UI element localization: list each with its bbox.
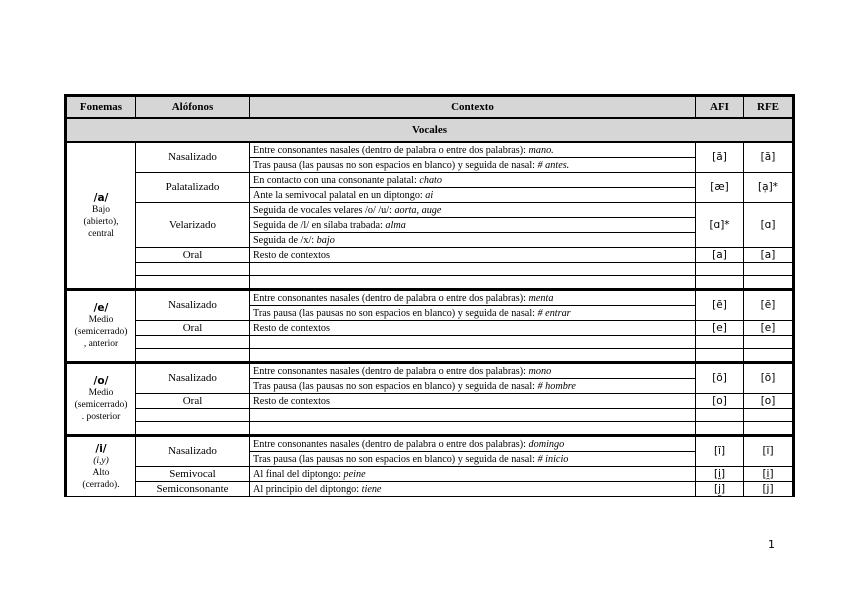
afi-value: [ẽ] bbox=[696, 290, 744, 321]
rfe-value: [i̯] bbox=[744, 467, 794, 482]
rfe-value: [ẽ] bbox=[744, 290, 794, 321]
afi-value: [ã] bbox=[696, 142, 744, 173]
phoneme-symbol: /a/ bbox=[93, 191, 109, 204]
phoneme-e-cell bbox=[66, 290, 136, 363]
empty-row bbox=[66, 263, 794, 276]
afi-value: [j̰] bbox=[696, 482, 744, 497]
context-text: Seguida de /l/ en sílaba trabada: alma bbox=[250, 218, 696, 233]
afi-value: [a] bbox=[696, 248, 744, 263]
context-text: Seguida de vocales velares /o/ /u/: aorta, auge bbox=[250, 203, 696, 218]
vowel-allophone-table bbox=[64, 94, 795, 497]
header-alofonos: Alófonos bbox=[136, 96, 250, 119]
context-text: Entre consonantes nasales (dentro de palabra o entre dos palabras): mano. bbox=[250, 142, 696, 158]
allophone-label: Nasalizado bbox=[136, 142, 250, 173]
empty-row bbox=[66, 422, 794, 436]
table-row bbox=[66, 321, 794, 336]
allophone-label: Semiconsonante bbox=[136, 482, 250, 497]
context-text: Ante la semivocal palatal en un diptongo: ai bbox=[250, 188, 696, 203]
phoneme-table-sheet bbox=[64, 94, 792, 497]
header-row bbox=[66, 96, 794, 119]
table-row bbox=[66, 248, 794, 263]
rfe-value: [õ] bbox=[744, 363, 794, 394]
context-text: Seguida de /x/: bajo bbox=[250, 233, 696, 248]
phoneme-desc: (cerrado). bbox=[82, 479, 120, 490]
phoneme-o-cell bbox=[66, 363, 136, 436]
allophone-label: Nasalizado bbox=[136, 363, 250, 394]
header-rfe: RFE bbox=[744, 96, 794, 119]
context-text: Resto de contextos bbox=[250, 394, 696, 409]
page-number: 1 bbox=[768, 538, 775, 551]
header-afi: AFI bbox=[696, 96, 744, 119]
section-title: Vocales bbox=[66, 118, 794, 142]
empty-row bbox=[66, 276, 794, 290]
rfe-value: [e] bbox=[744, 321, 794, 336]
phoneme-desc: Medio bbox=[88, 388, 114, 398]
table-row bbox=[66, 173, 794, 188]
table-row bbox=[66, 203, 794, 218]
rfe-value: [ã] bbox=[744, 142, 794, 173]
phoneme-symbol: /o/ bbox=[93, 375, 109, 387]
empty-row bbox=[66, 336, 794, 349]
phoneme-desc: Alto bbox=[92, 467, 110, 478]
context-text: Tras pausa (las pausas no son espacios en blanco) y seguida de nasal: # inicio bbox=[250, 452, 696, 467]
phoneme-desc: Medio bbox=[88, 315, 114, 325]
context-text: Tras pausa (las pausas no son espacios en blanco) y seguida de nasal: # hombre bbox=[250, 379, 696, 394]
rfe-value: [ɑ] bbox=[744, 203, 794, 248]
afi-value: [õ] bbox=[696, 363, 744, 394]
allophone-label: Oral bbox=[136, 321, 250, 336]
phoneme-desc: (semicerrado) bbox=[74, 400, 128, 410]
table-row bbox=[66, 436, 794, 452]
table-row bbox=[66, 482, 794, 497]
allophone-label: Palatalizado bbox=[136, 173, 250, 203]
context-text: Al final del diptongo: peine bbox=[250, 467, 696, 482]
phoneme-desc: central bbox=[88, 228, 114, 239]
afi-value: [e] bbox=[696, 321, 744, 336]
phoneme-desc: . posterior bbox=[81, 412, 121, 422]
phoneme-a-cell bbox=[66, 142, 136, 290]
afi-value: [ĩ] bbox=[696, 436, 744, 467]
section-row bbox=[66, 118, 794, 142]
phoneme-desc: , anterior bbox=[83, 339, 119, 349]
allophone-label: Velarizado bbox=[136, 203, 250, 248]
table-row bbox=[66, 363, 794, 379]
allophone-label: Nasalizado bbox=[136, 290, 250, 321]
context-text: Entre consonantes nasales (dentro de palabra o entre dos palabras): domingo bbox=[250, 436, 696, 452]
table-row bbox=[66, 290, 794, 306]
context-text: Al principio del diptongo: tiene bbox=[250, 482, 696, 497]
phoneme-desc: (i,y) bbox=[93, 455, 109, 466]
allophone-label: Oral bbox=[136, 394, 250, 409]
phoneme-desc: (semicerrado) bbox=[74, 327, 128, 337]
context-text: Tras pausa (las pausas no son espacios en blanco) y seguida de nasal: # antes. bbox=[250, 158, 696, 173]
allophone-label: Oral bbox=[136, 248, 250, 263]
rfe-value: [ĩ] bbox=[744, 436, 794, 467]
context-text: Resto de contextos bbox=[250, 321, 696, 336]
rfe-value: [a̩]* bbox=[744, 173, 794, 203]
context-text: Resto de contextos bbox=[250, 248, 696, 263]
header-fonemas: Fonemas bbox=[66, 96, 136, 119]
context-text: Tras pausa (las pausas no son espacios en blanco) y seguida de nasal: # entrar bbox=[250, 306, 696, 321]
rfe-value: [a] bbox=[744, 248, 794, 263]
phoneme-symbol: /i/ bbox=[95, 442, 107, 455]
table-row bbox=[66, 467, 794, 482]
context-text: Entre consonantes nasales (dentro de palabra o entre dos palabras): mono bbox=[250, 363, 696, 379]
empty-row bbox=[66, 409, 794, 422]
context-text: En contacto con una consonante palatal: chato bbox=[250, 173, 696, 188]
rfe-value: [j] bbox=[744, 482, 794, 497]
context-text: Entre consonantes nasales (dentro de palabra o entre dos palabras): menta bbox=[250, 290, 696, 306]
afi-value: [ɑ]* bbox=[696, 203, 744, 248]
header-contexto: Contexto bbox=[250, 96, 696, 119]
allophone-label: Semivocal bbox=[136, 467, 250, 482]
phoneme-symbol: /e/ bbox=[93, 302, 109, 314]
afi-value: [æ] bbox=[696, 173, 744, 203]
phoneme-desc: (abierto), bbox=[83, 216, 119, 227]
phoneme-desc: Bajo bbox=[92, 204, 110, 215]
rfe-value: [o] bbox=[744, 394, 794, 409]
afi-value: [o] bbox=[696, 394, 744, 409]
table-row bbox=[66, 142, 794, 158]
phoneme-i-cell bbox=[66, 436, 136, 497]
allophone-label: Nasalizado bbox=[136, 436, 250, 467]
afi-value: [i̯] bbox=[696, 467, 744, 482]
table-row bbox=[66, 394, 794, 409]
empty-row bbox=[66, 349, 794, 363]
